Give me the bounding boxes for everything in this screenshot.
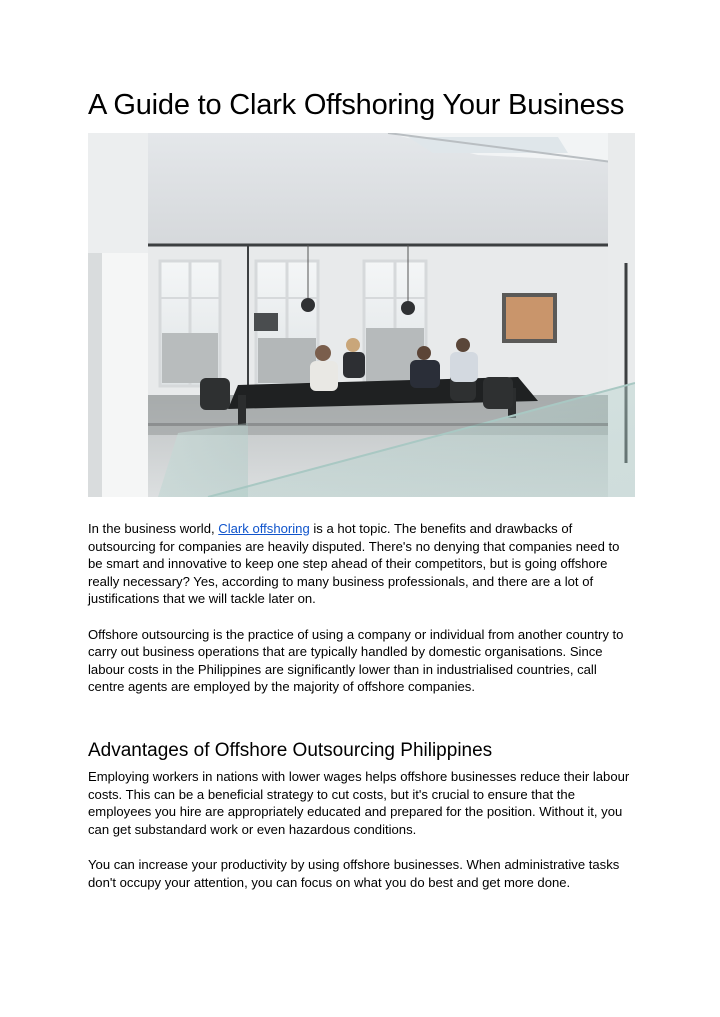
- meeting-room-photo: [88, 133, 635, 497]
- page-title: A Guide to Clark Offshoring Your Business: [88, 89, 625, 121]
- cost-paragraph: Employing workers in nations with lower wages helps offshore businesses reduce their labour costs. This can be a beneficial strategy to cut costs, but it's crucial to ensure that the employees you hire are appropriately educated and prepared for the position. Without it, you can get substandard work or even hazardous conditions.: [88, 768, 630, 837]
- document-page: [88, 84, 636, 891]
- clark-offshoring-link[interactable]: Clark offshoring: [218, 521, 310, 536]
- productivity-paragraph: You can increase your productivity by using offshore businesses. When administrative tasks don't occupy your attention, you can focus on what you do best and get more done.: [88, 856, 620, 890]
- section-heading: Advantages of Offshore Outsourcing Philippines: [88, 739, 493, 761]
- intro-paragraph: In the business world, Clark offshoring is a hot topic. The benefits and drawbacks of outsourcing for companies are heavily disputed. There's no denying that companies need to be smart and innovative to keep one step ahead of their competitors, but is going offshore really necessary? Yes, according to many business professionals, and there are a lot of justifications that we will tackle later on.: [88, 521, 620, 607]
- definition-paragraph: Offshore outsourcing is the practice of using a company or individual from another country to carry out business operations that are typically handled by domestic organisations. Since labour costs in the Philippines are significantly lower than in industrialised countries, call centre agents are employed by the majority of offshore companies.: [88, 626, 624, 695]
